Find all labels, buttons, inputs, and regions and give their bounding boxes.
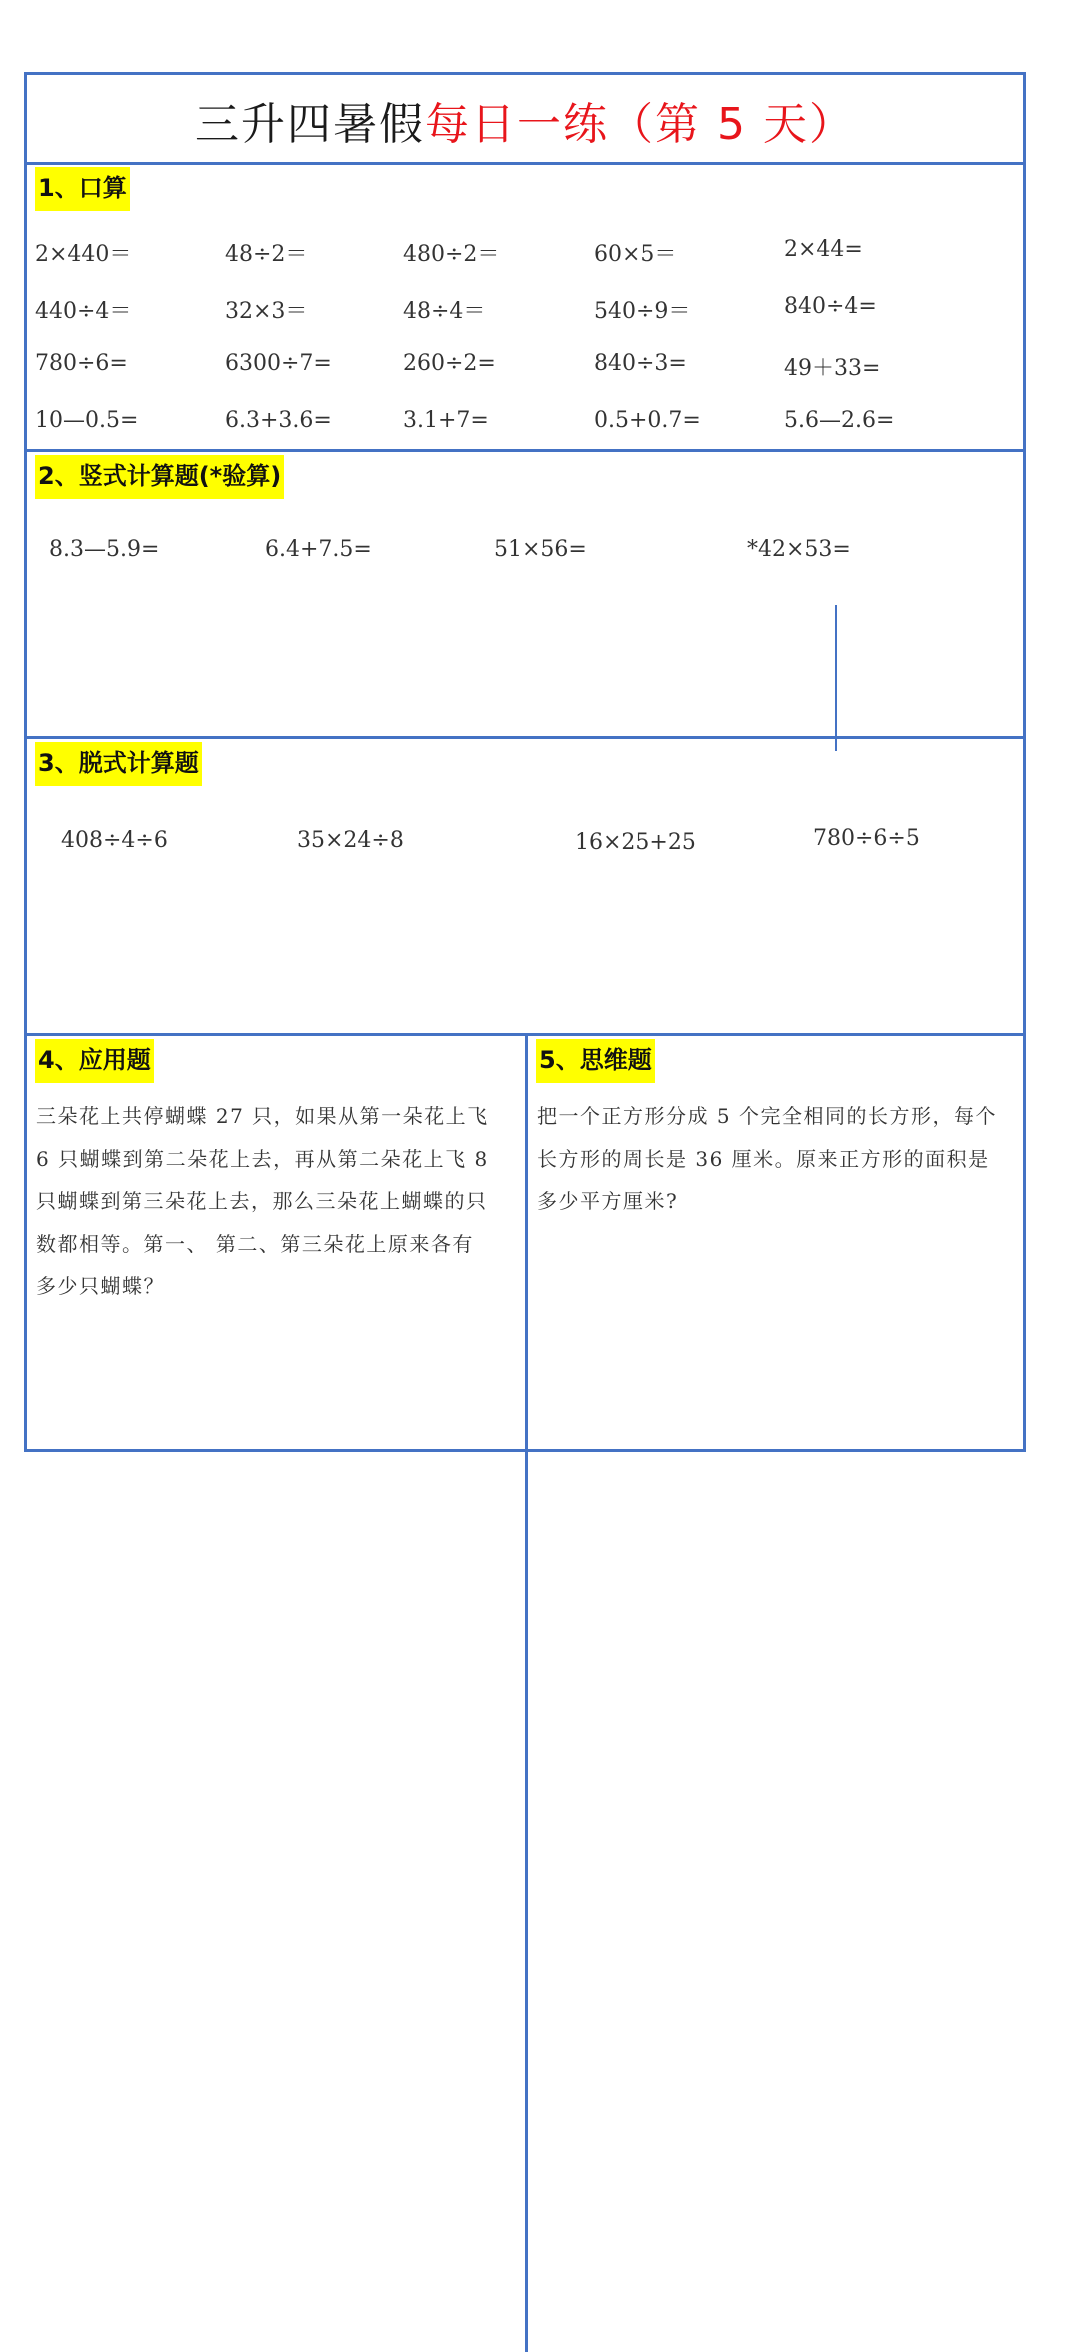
word-problem <box>36 1095 521 1308</box>
vertical-calc-item: 51×56= <box>494 537 587 562</box>
word-problem-line: 只蝴蝶到第三朵花上去，那么三朵花上蝴蝶的只 <box>36 1189 488 1213</box>
step-calc-item: 780÷6÷5 <box>813 826 920 851</box>
thinking-problem-line: 多少平方厘米? <box>537 1189 679 1213</box>
mental-math-item: 6300÷7= <box>225 351 332 376</box>
mental-math-item: 840÷3= <box>594 351 687 376</box>
mental-math-item: 840÷4= <box>784 294 877 319</box>
divider-title <box>27 162 1023 165</box>
mental-math-item: 3.1+7= <box>403 408 489 433</box>
mental-math-item: 540÷9＝ <box>594 299 691 324</box>
vertical-calc-item: 6.4+7.5= <box>265 537 372 562</box>
mental-math-item: 10—0.5= <box>35 408 139 433</box>
mental-math-item: 60×5＝ <box>594 242 677 267</box>
divider-s4-s5 <box>525 1036 528 2352</box>
word-problem-line: 6 只蝴蝶到第二朵花上去，再从第二朵花上飞 8 <box>36 1146 489 1171</box>
worksheet-frame <box>24 72 1026 1452</box>
section2-heading: 2、竖式计算题(*验算) <box>35 455 284 499</box>
step-calc-item: 16×25+25 <box>575 830 696 855</box>
vertical-calc-item: 8.3—5.9= <box>49 537 160 562</box>
mental-math-item: 6.3+3.6= <box>225 408 332 433</box>
mental-math-item: 2×440＝ <box>35 242 132 267</box>
mental-math-item: 48÷4＝ <box>403 299 486 324</box>
mental-math-item: 440÷4＝ <box>35 299 132 324</box>
section4-heading: 4、应用题 <box>35 1039 154 1083</box>
divider-s2 <box>27 736 1023 739</box>
mental-math-item: 260÷2= <box>403 351 496 376</box>
word-problem-line: 三朵花上共停蝴蝶 27 只，如果从第一朵花上飞 <box>36 1104 489 1128</box>
word-problem-line: 数都相等。第一、 第二、第三朵花上原来各有 <box>36 1231 474 1256</box>
mental-math-item: 32×3＝ <box>225 299 308 324</box>
divider-stray <box>835 605 837 751</box>
word-problem-line: 多少只蝴蝶？ <box>36 1274 165 1298</box>
thinking-problem-line: 长方形的周长是 36 厘米。原来正方形的面积是 <box>537 1146 990 1171</box>
mental-math-item: 49＋33= <box>784 356 881 381</box>
thinking-problem <box>537 1095 1022 1223</box>
title-part1: 三升四暑假 <box>195 99 426 150</box>
step-calc-item: 408÷4÷6 <box>61 828 168 853</box>
divider-s1 <box>27 449 1023 452</box>
mental-math-item: 2×44= <box>784 237 863 262</box>
mental-math-item: 48÷2＝ <box>225 242 308 267</box>
mental-math-item: 0.5+0.7= <box>594 408 701 433</box>
mental-math-item: 5.6—2.6= <box>784 408 895 433</box>
vertical-calc-item: *42×53= <box>747 537 851 562</box>
thinking-problem-line: 把一个正方形分成 5 个完全相同的长方形，每个 <box>537 1104 997 1128</box>
mental-math-item: 780÷6= <box>35 351 128 376</box>
page-title <box>27 75 1023 165</box>
step-calc-item: 35×24÷8 <box>297 828 404 853</box>
section3-heading: 3、脱式计算题 <box>35 742 202 786</box>
section5-heading: 5、思维题 <box>536 1039 655 1083</box>
title-part2: 每日一练（第 5 天） <box>425 99 855 150</box>
mental-math-item: 480÷2＝ <box>403 242 500 267</box>
section1-heading: 1、口算 <box>35 167 130 211</box>
